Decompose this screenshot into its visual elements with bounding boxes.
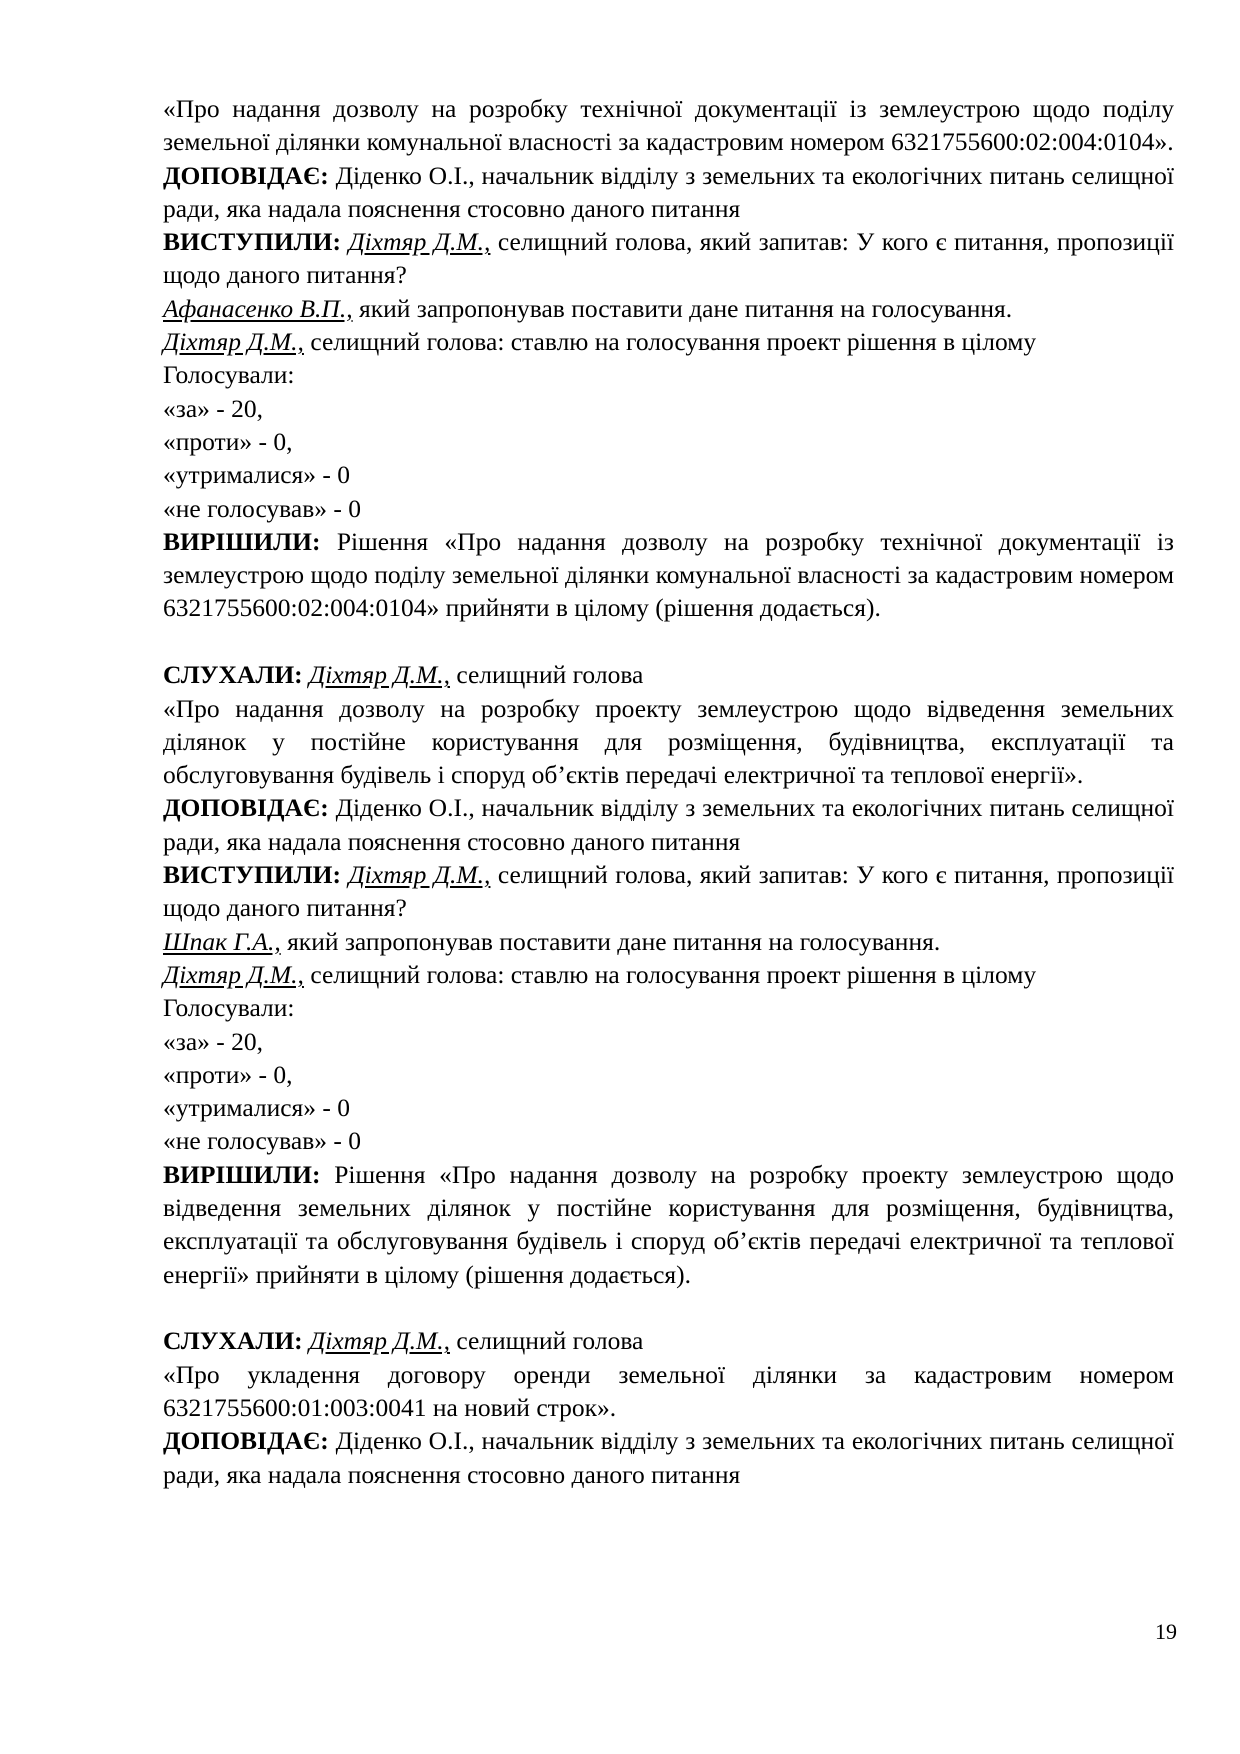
heard-name: Діхтяр Д.М., (309, 1326, 450, 1356)
heard-name: Діхтяр Д.М., (309, 660, 450, 690)
speaker-name: Діхтяр Д.М., (348, 860, 491, 890)
proposer-name: Афанасенко В.П., (163, 293, 353, 323)
speaker-text: селищний голова, який запитав: У кого є питання, пропозиції щодо даного питання? (163, 860, 1175, 923)
heard-paragraph (163, 658, 1174, 691)
vote-abstain: «утрималися» - 0 (163, 460, 351, 490)
chair-text: селищний голова: ставлю на голосування проект рішення в цілому (303, 327, 1037, 357)
agenda-item-title: «Про надання дозволу на розробку проекту землеустрою щодо відведення земельних ділянок у постійне користування для розміщення, будівництва, експлуатації та обслуговування будівель і споруд об’єктів передачі електричної та теплової енергії». (163, 693, 1174, 790)
proposer-text: який запропонував поставити дане питання на голосування. (280, 926, 941, 956)
reporter-text: Діденко О.І., начальник відділу з земельних та екологічних питань селищної ради, яка надала пояснення стосовно даного питання (163, 160, 1174, 223)
decision-paragraph (163, 525, 1174, 625)
vote-none: «не голосував» - 0 (163, 1126, 361, 1156)
chair-paragraph (163, 325, 1174, 358)
decision-paragraph (163, 1158, 1174, 1291)
reporter-paragraph (163, 159, 1174, 226)
vote-against: «проти» - 0, (163, 426, 293, 456)
heard-paragraph (163, 1324, 1174, 1357)
decided-label: ВИРІШИЛИ: (163, 1159, 321, 1189)
section-gap (163, 1291, 1174, 1325)
reporter-text: Діденко О.І., начальник відділу з земельних та екологічних питань селищної ради, яка надала пояснення стосовно даного питання (163, 1426, 1174, 1489)
vote-against: «проти» - 0, (163, 1059, 293, 1089)
chair-name: Діхтяр Д.М., (163, 327, 304, 357)
vote-for: «за» - 20, (163, 393, 264, 423)
heard-text: селищний голова (449, 1326, 644, 1356)
spoke-label: ВИСТУПИЛИ: (163, 860, 341, 890)
proposer-text: який запропонував поставити дане питання на голосування. (352, 293, 1013, 323)
reporter-paragraph (163, 791, 1174, 858)
chair-name: Діхтяр Д.М., (163, 959, 304, 989)
page-number: 19 (1155, 1619, 1177, 1644)
proposer-paragraph (163, 292, 1174, 325)
reports-label: ДОПОВІДАЄ: (163, 160, 329, 190)
vote-for: «за» - 20, (163, 1026, 264, 1056)
reports-label: ДОПОВІДАЄ: (163, 1426, 329, 1456)
agenda-item-title: «Про надання дозволу на розробку технічної документації із землеустрою щодо поділу земельної ділянки комунальної власності за кадастровим номером 6321755600:02:004:0104». (163, 94, 1174, 157)
speakers-paragraph (163, 858, 1174, 925)
agenda-item-title: «Про укладення договору оренди земельної ділянки за кадастровим номером 6321755600:01:003:0041 на новий строк». (163, 1359, 1174, 1422)
heard-text: селищний голова (449, 660, 644, 690)
speaker-name: Діхтяр Д.М., (348, 227, 491, 257)
decision-text: Рішення «Про надання дозволу на розробку технічної документації із землеустрою щодо поділу земельної ділянки комунальної власності за кадастровим номером 6321755600:02:004:0104» прийняти в цілому (рішення додається). (163, 526, 1174, 623)
reporter-text: Діденко О.І., начальник відділу з земельних та екологічних питань селищної ради, яка надала пояснення стосовно даного питання (163, 793, 1174, 856)
voted-label: Голосували: (163, 360, 295, 390)
heard-label: СЛУХАЛИ: (163, 660, 303, 690)
speaker-text: селищний голова, який запитав: У кого є питання, пропозиції щодо даного питання? (163, 227, 1175, 290)
spoke-label: ВИСТУПИЛИ: (163, 227, 341, 257)
reporter-paragraph (163, 1424, 1174, 1491)
speakers-paragraph (163, 225, 1174, 292)
vote-abstain: «утрималися» - 0 (163, 1093, 351, 1123)
heard-label: СЛУХАЛИ: (163, 1326, 303, 1356)
voted-label: Голосували: (163, 993, 295, 1023)
proposer-name: Шпак Г.А., (163, 926, 281, 956)
chair-paragraph (163, 958, 1174, 991)
chair-text: селищний голова: ставлю на голосування проект рішення в цілому (303, 959, 1037, 989)
vote-none: «не голосував» - 0 (163, 493, 361, 523)
decision-text: Рішення «Про надання дозволу на розробку проекту землеустрою щодо відведення земельних ділянок у постійне користування для розміщення, будівництва, експлуатації та обслуговування будівель і споруд об’єктів передачі електричної та теплової енергії» прийняти в цілому (рішення додається). (163, 1159, 1174, 1289)
proposer-paragraph (163, 925, 1174, 958)
reports-label: ДОПОВІДАЄ: (163, 793, 329, 823)
section-gap (163, 625, 1174, 659)
decided-label: ВИРІШИЛИ: (163, 526, 321, 556)
document-page (163, 92, 1174, 1491)
